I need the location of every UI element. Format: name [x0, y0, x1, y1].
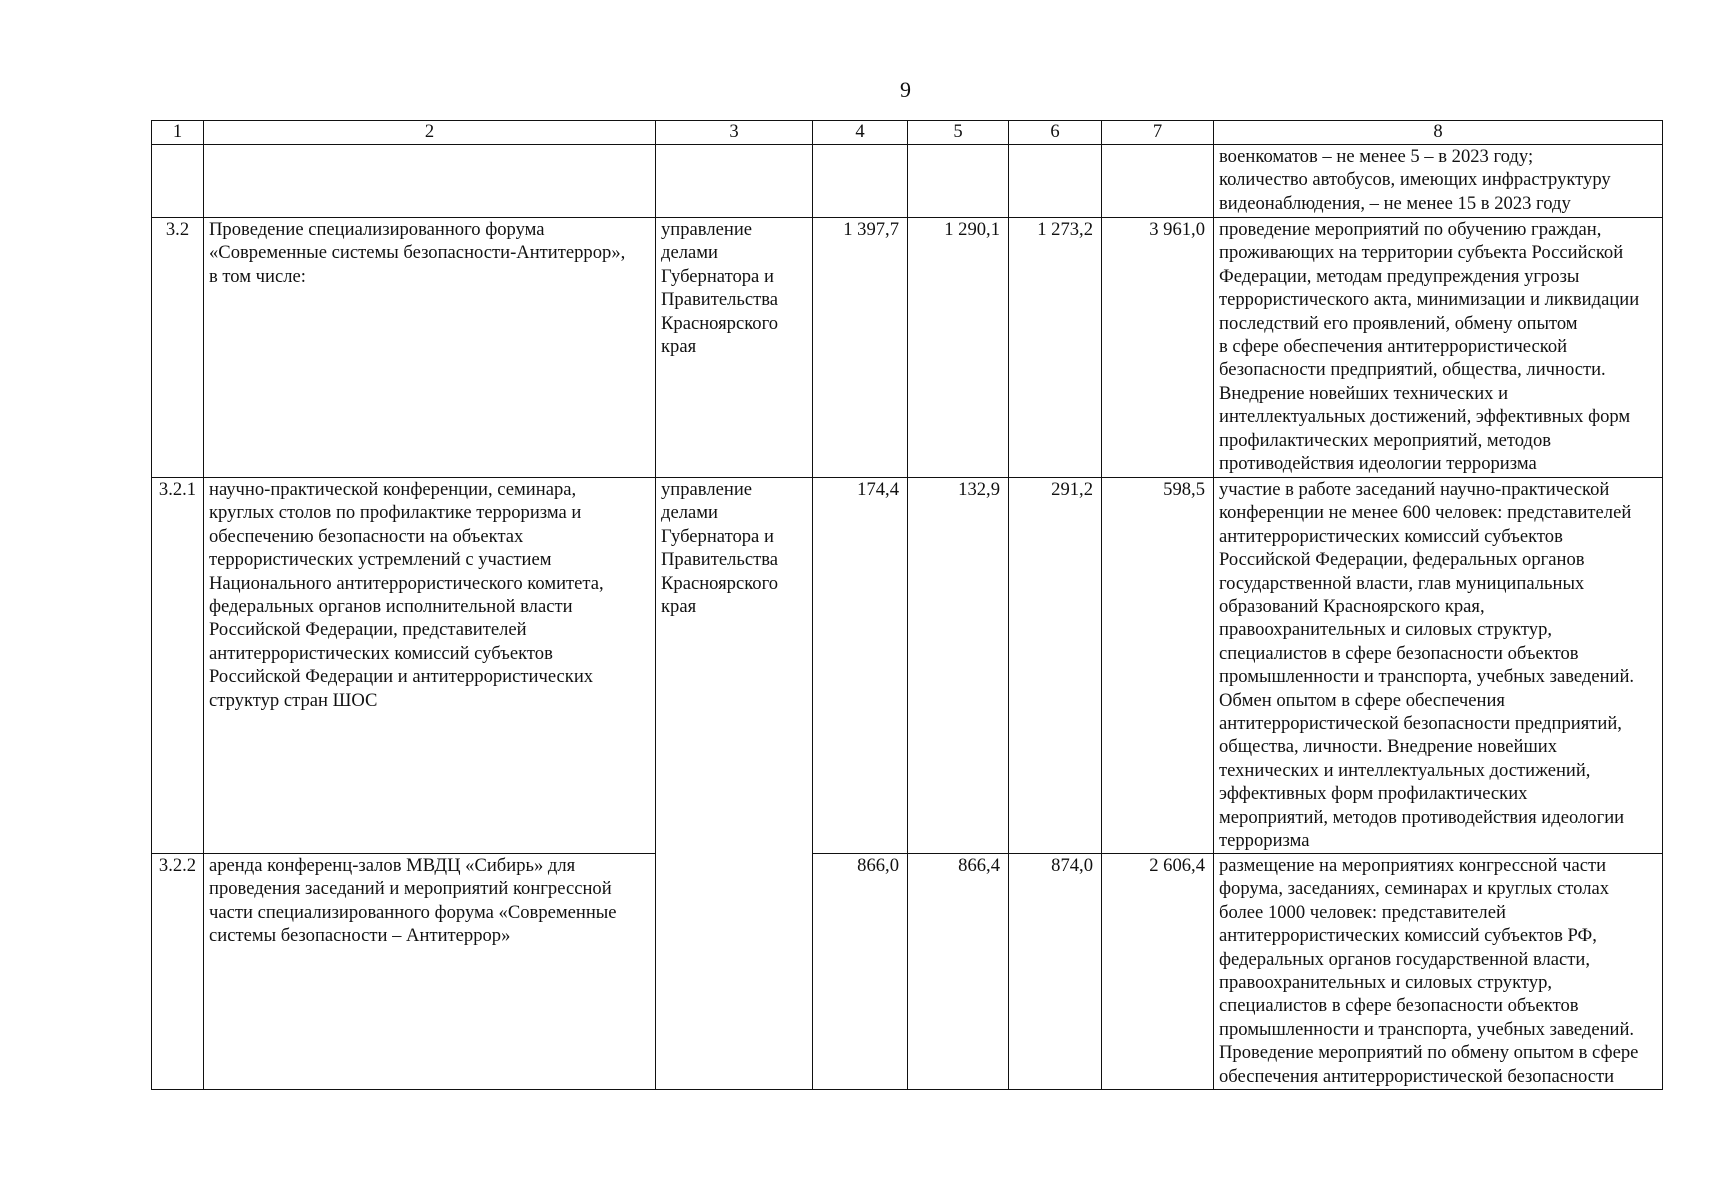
text-line: конференции не менее 600 человек: представителей [1219, 502, 1632, 524]
row-result-cell [1214, 854, 1663, 1090]
text-line: антитеррористических комиссий субъектов [209, 642, 553, 664]
text-line: Губернатора и [661, 525, 774, 547]
table-row [152, 145, 1663, 218]
row-value-cell: 598,5 [1102, 478, 1214, 854]
text-line: «Современные системы безопасности-Антитеррор», [209, 242, 626, 264]
text-line: Красноярского [661, 572, 779, 594]
text-line: части специализированного форума «Современные [209, 901, 617, 923]
row-result-cell [1214, 145, 1663, 218]
text-line: Проведение специализированного форума [209, 219, 545, 240]
row-value-cell: 2 606,4 [1102, 854, 1214, 1090]
text-line: правоохранительных и силовых структур, [1219, 619, 1553, 641]
text-line: Красноярского [661, 312, 779, 334]
text-line: интеллектуальных достижений, эффективных форм [1219, 406, 1631, 428]
row-value-cell [813, 145, 908, 218]
header-cell: 2 [204, 121, 656, 145]
text-line: технических и интеллектуальных достижений, [1219, 759, 1591, 781]
row-value-cell: 3 961,0 [1102, 218, 1214, 478]
text-line: количество автобусов, имеющих инфраструктуру [1219, 169, 1611, 191]
text-line: военкоматов – не менее 5 – в 2023 году; [1219, 146, 1534, 167]
row-name-cell [204, 854, 656, 1090]
text-line: круглых столов по профилактике терроризма и [209, 502, 582, 524]
header-cell: 4 [813, 121, 908, 145]
row-value-cell: 174,4 [813, 478, 908, 854]
row-value-cell: 1 273,2 [1009, 218, 1102, 478]
text-line: управление [661, 219, 753, 240]
text-line: промышленности и транспорта, учебных заведений. [1219, 1018, 1635, 1040]
row-value-cell: 132,9 [908, 478, 1009, 854]
text-line: края [661, 336, 697, 358]
text-line: терроризма [1219, 830, 1310, 852]
text-line: последствий его проявлений, обмену опытом [1219, 312, 1578, 334]
row-name-cell [204, 145, 656, 218]
row-value-cell: 874,0 [1009, 854, 1102, 1090]
text-line: образований Красноярского края, [1219, 596, 1485, 618]
text-line: Федерации, методам предупреждения угрозы [1219, 265, 1580, 287]
text-line: обеспечения антитеррористической безопасности [1219, 1065, 1615, 1087]
text-line: Губернатора и [661, 265, 774, 287]
table-header-row [152, 121, 1663, 145]
text-line: мероприятий, методов противодействия идеологии [1219, 806, 1625, 828]
header-cell: 8 [1214, 121, 1663, 145]
text-line: промышленности и транспорта, учебных заведений. [1219, 666, 1635, 688]
row-name-cell [204, 218, 656, 478]
header-cell: 5 [908, 121, 1009, 145]
text-line: специалистов в сфере безопасности объектов [1219, 642, 1579, 664]
text-line: Обмен опытом в сфере обеспечения [1219, 689, 1505, 711]
text-line: форума, заседаниях, семинарах и круглых столах [1219, 878, 1610, 900]
text-line: Правительства [661, 289, 779, 311]
text-line: правоохранительных и силовых структур, [1219, 972, 1553, 994]
table-row [152, 854, 1663, 1090]
text-line: антитеррористической безопасности предприятий, [1219, 713, 1622, 735]
text-line: безопасности предприятий, общества, личности. [1219, 359, 1606, 381]
row-executor-cell [656, 478, 813, 1090]
page-number: 9 [900, 77, 911, 102]
text-line: в том числе: [209, 265, 306, 287]
text-line: Внедрение новейших технических и [1219, 382, 1509, 404]
row-result-cell [1214, 478, 1663, 854]
text-line: антитеррористических комиссий субъектов [1219, 525, 1563, 547]
row-id-cell [152, 145, 204, 218]
text-line: федеральных органов государственной власти, [1219, 948, 1590, 970]
text-line: в сфере обеспечения антитеррористической [1219, 336, 1568, 358]
table-row [152, 478, 1663, 854]
row-value-cell: 1 397,7 [813, 218, 908, 478]
text-line: противодействия идеологии терроризма [1219, 453, 1537, 475]
text-line: структур стран ШОС [209, 689, 378, 711]
text-line: проведение мероприятий по обучению граждан, [1219, 219, 1602, 240]
row-value-cell: 291,2 [1009, 478, 1102, 854]
text-line: размещение на мероприятиях конгрессной части [1219, 855, 1607, 876]
text-line: системы безопасности – Антитеррор» [209, 925, 511, 947]
row-result-cell [1214, 218, 1663, 478]
text-line: антитеррористических комиссий субъектов РФ, [1219, 925, 1597, 947]
text-line: края [661, 596, 697, 618]
text-line: государственной власти, глав муниципальных [1219, 572, 1585, 594]
header-cell: 7 [1102, 121, 1214, 145]
text-line: аренда конференц-залов МВДЦ «Сибирь» для [209, 855, 576, 876]
row-id-cell: 3.2.2 [152, 854, 204, 1090]
row-value-cell [1009, 145, 1102, 218]
text-line: участие в работе заседаний научно-практической [1219, 479, 1610, 500]
row-value-cell: 866,0 [813, 854, 908, 1090]
text-line: террористического акта, минимизации и ликвидации [1219, 289, 1640, 311]
text-line: Российской Федерации, федеральных органов [1219, 549, 1585, 571]
table-row [152, 218, 1663, 478]
text-line: Проведение мероприятий по обмену опытом в сфере [1219, 1042, 1639, 1064]
row-name-cell [204, 478, 656, 854]
text-line: Российской Федерации и антитеррористических [209, 666, 594, 688]
text-line: федеральных органов исполнительной власти [209, 596, 573, 618]
row-executor-cell [656, 218, 813, 478]
text-line: более 1000 человек: представителей [1219, 901, 1506, 923]
row-value-cell [908, 145, 1009, 218]
row-id-cell: 3.2.1 [152, 478, 204, 854]
text-line: Национального антитеррористического комитета, [209, 572, 604, 594]
row-value-cell: 1 290,1 [908, 218, 1009, 478]
row-executor-cell [656, 145, 813, 218]
text-line: проведения заседаний и мероприятий конгрессной [209, 878, 612, 900]
text-line: Российской Федерации, представителей [209, 619, 527, 641]
text-line: научно-практической конференции, семинара, [209, 479, 577, 500]
text-line: видеонаблюдения, – не менее 15 в 2023 году [1219, 192, 1571, 214]
text-line: обеспечению безопасности на объектах [209, 525, 524, 547]
header-cell: 3 [656, 121, 813, 145]
text-line: управление [661, 479, 753, 500]
text-line: эффективных форм профилактических [1219, 783, 1528, 805]
text-line: профилактических мероприятий, методов [1219, 429, 1552, 451]
text-line: террористических устремлений с участием [209, 549, 552, 571]
row-value-cell [1102, 145, 1214, 218]
row-value-cell: 866,4 [908, 854, 1009, 1090]
row-id-cell: 3.2 [152, 218, 204, 478]
header-cell: 1 [152, 121, 204, 145]
text-line: проживающих на территории субъекта Российской [1219, 242, 1624, 264]
text-line: делами [661, 502, 718, 524]
text-line: специалистов в сфере безопасности объектов [1219, 995, 1579, 1017]
header-cell: 6 [1009, 121, 1102, 145]
program-table [151, 120, 1663, 1090]
text-line: общества, личности. Внедрение новейших [1219, 736, 1558, 758]
text-line: делами [661, 242, 718, 264]
text-line: Правительства [661, 549, 779, 571]
